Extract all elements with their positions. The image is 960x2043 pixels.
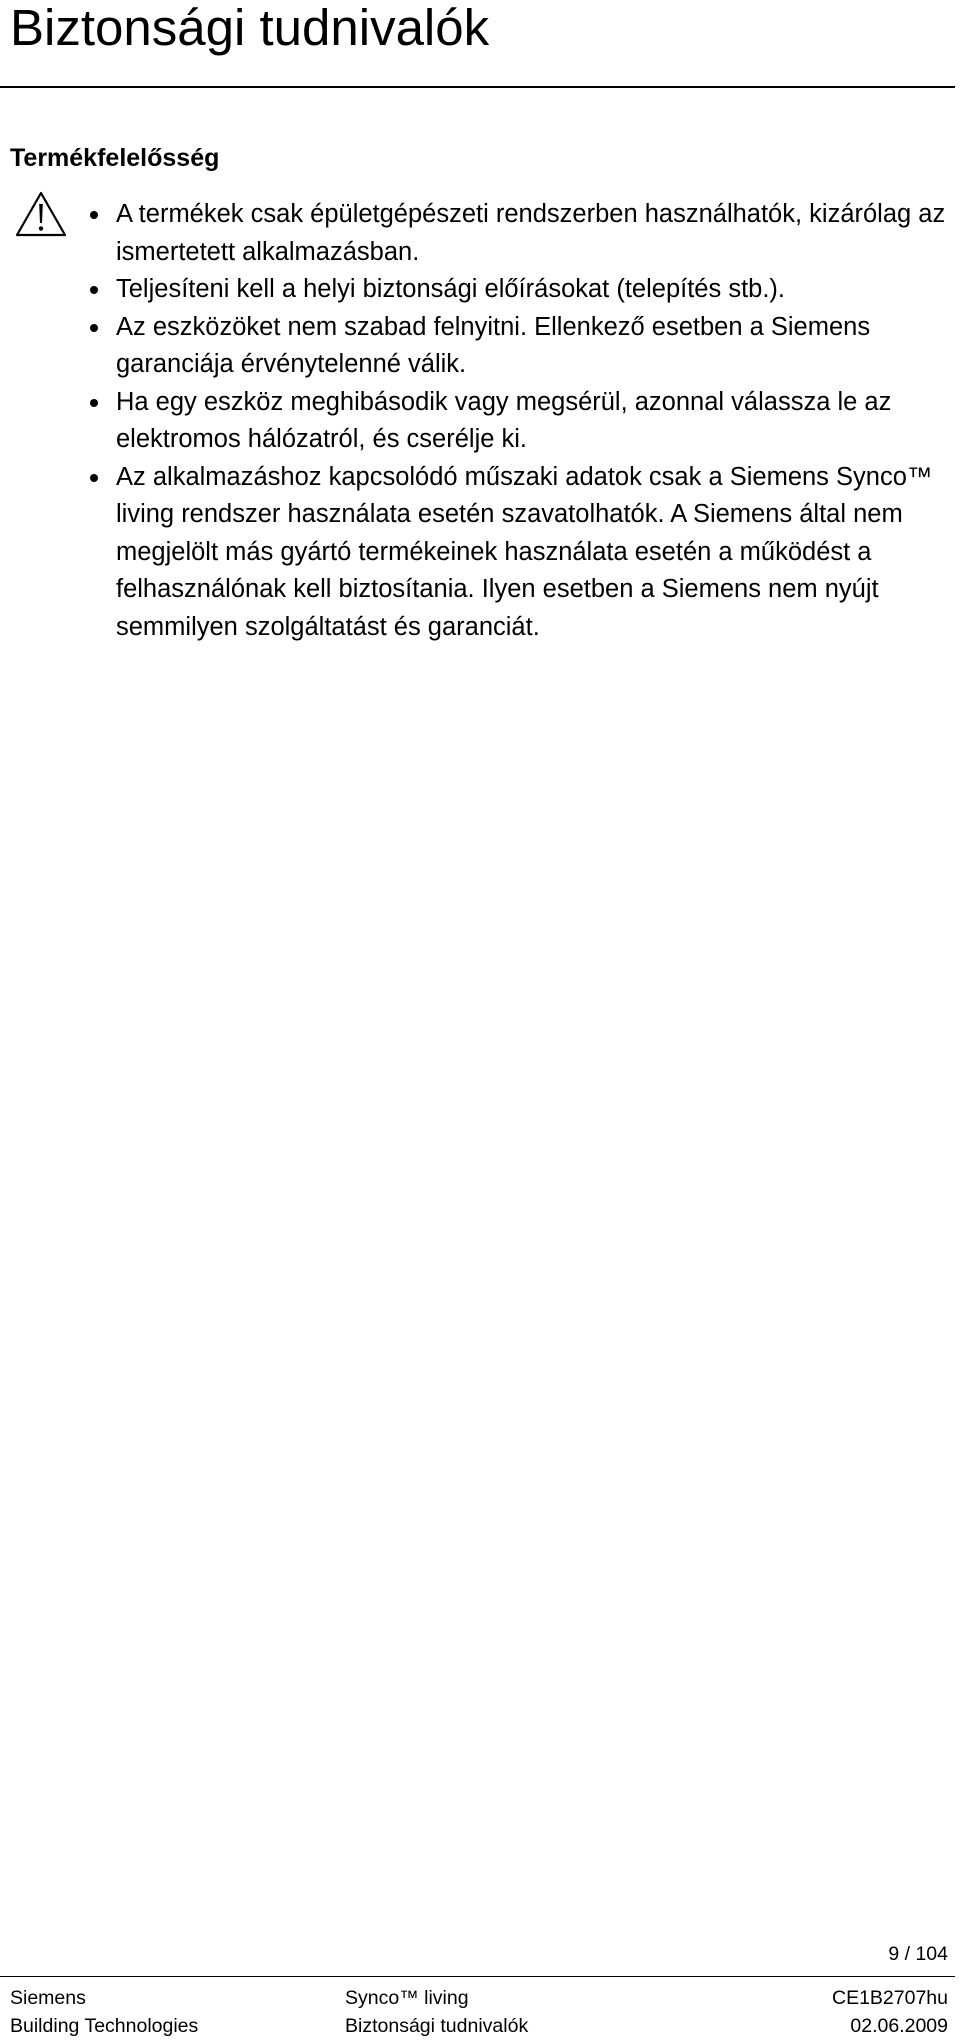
list-item: Teljesíteni kell a helyi biztonsági előírásokat (telepítés stb.). xyxy=(90,271,950,309)
footer-company: Siemens xyxy=(10,1987,86,2009)
list-item: Az eszközöket nem szabad felnyitni. Ellenkező esetben a Siemens garanciája érvénytelenné válik. xyxy=(90,309,950,384)
footer-date: 02.06.2009 xyxy=(850,2015,948,2037)
title-divider xyxy=(0,86,955,88)
footer-doc-id: CE1B2707hu xyxy=(831,1987,948,2009)
page-number: 9 / 104 xyxy=(888,1943,948,1965)
list-item: A termékek csak épületgépészeti rendszerben használhatók, kizárólag az ismertetett alkalmazásban. xyxy=(90,196,950,271)
footer-chapter: Biztonsági tudnivalók xyxy=(345,2015,529,2037)
footer-division: Building Technologies xyxy=(10,2015,199,2037)
section-heading: Termékfelelősség xyxy=(10,144,220,172)
footer-divider xyxy=(0,1976,955,1977)
warning-triangle-icon xyxy=(14,190,68,238)
safety-bullet-list xyxy=(90,196,950,646)
page-title: Biztonsági tudnivalók xyxy=(10,0,490,56)
list-item: Az alkalmazáshoz kapcsolódó műszaki adatok csak a Siemens Synco™ living rendszer használata esetén szavatolhatók. A Siemens által nem megjelölt más gyártó termékeinek használata esetén a működést a felhasználónak kell biztosítania. Ilyen esetben a Siemens nem nyújt semmilyen szolgáltatást és garanciát. xyxy=(90,459,950,647)
footer-product: Synco™ living xyxy=(345,1987,469,2009)
list-item: Ha egy eszköz meghibásodik vagy megsérül, azonnal válassza le az elektromos hálózatról, és cserélje ki. xyxy=(90,384,950,459)
